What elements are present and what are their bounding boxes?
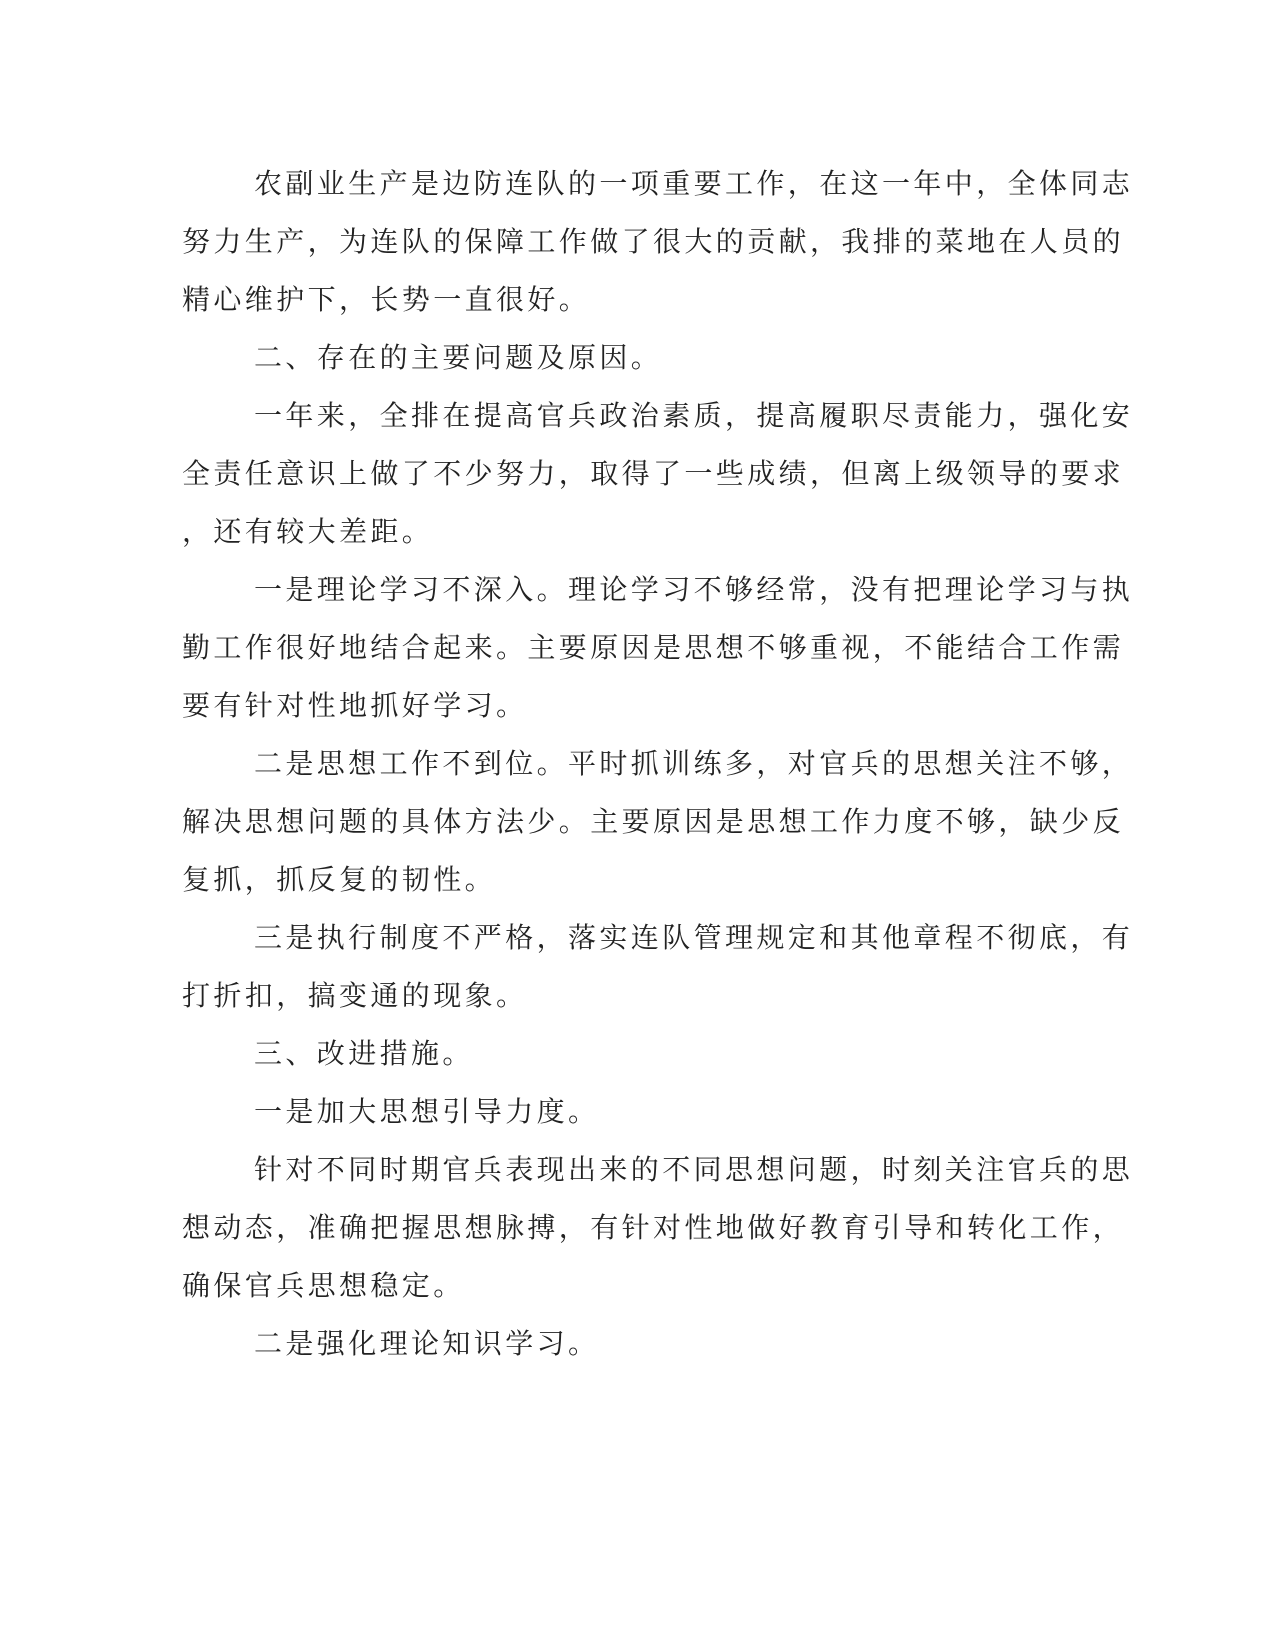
text-line: 打折扣，搞变通的现象。 [182, 979, 528, 1012]
text-line: 针对不同时期官兵表现出来的不同思想问题，时刻关注官兵的思 [254, 1153, 1134, 1186]
text-line: 农副业生产是边防连队的一项重要工作，在这一年中，全体同志 [254, 167, 1134, 200]
text-line: 勤工作很好地结合起来。主要原因是思想不够重视，不能结合工作需 [182, 631, 1125, 664]
text-line: 全责任意识上做了不少努力，取得了一些成绩，但离上级领导的要求 [182, 457, 1125, 490]
text-line: 努力生产，为连队的保障工作做了很大的贡献，我排的菜地在人员的 [182, 225, 1125, 258]
text-line: 三是执行制度不严格，落实连队管理规定和其他章程不彻底，有 [254, 921, 1134, 954]
text-line: 二是思想工作不到位。平时抓训练多，对官兵的思想关注不够， [254, 747, 1134, 780]
text-line: 复抓，抓反复的韧性。 [182, 863, 497, 896]
heading-line: 三、改进措施。 [254, 1037, 474, 1070]
text-line: ，还有较大差距。 [182, 515, 434, 548]
text-line: 二是强化理论知识学习。 [254, 1327, 600, 1360]
text-line: 精心维护下，长势一直很好。 [182, 283, 591, 316]
heading-line: 二、存在的主要问题及原因。 [254, 341, 663, 374]
text-line: 要有针对性地抓好学习。 [182, 689, 528, 722]
text-line: 想动态，准确把握思想脉搏，有针对性地做好教育引导和转化工作， [182, 1211, 1125, 1244]
text-line: 解决思想问题的具体方法少。主要原因是思想工作力度不够，缺少反 [182, 805, 1125, 838]
text-line: 一是理论学习不深入。理论学习不够经常，没有把理论学习与执 [254, 573, 1134, 606]
text-line: 一年来，全排在提高官兵政治素质，提高履职尽责能力，强化安 [254, 399, 1134, 432]
text-line: 确保官兵思想稳定。 [182, 1269, 465, 1302]
text-line: 一是加大思想引导力度。 [254, 1095, 600, 1128]
